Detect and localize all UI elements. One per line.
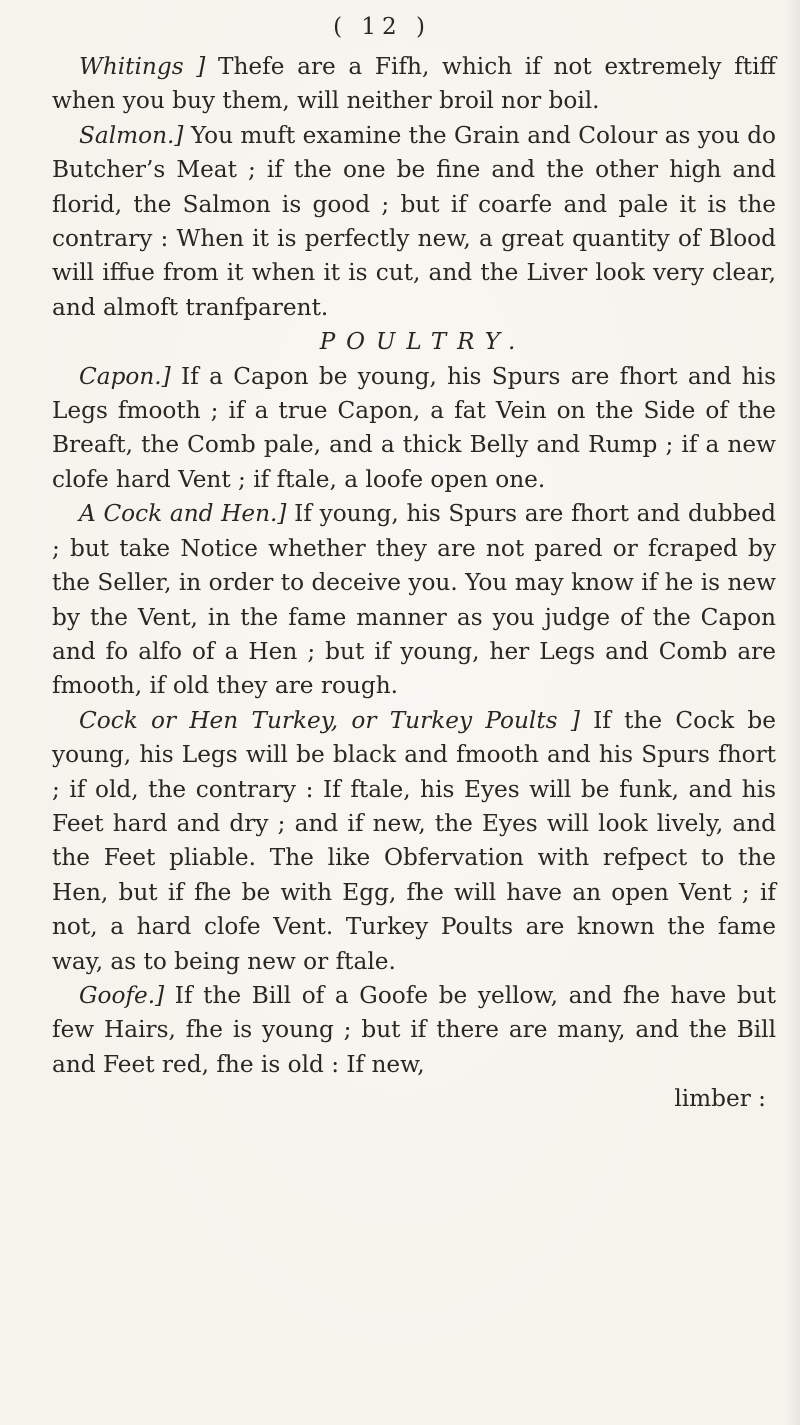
section-heading-poultry: POULTRY. <box>319 329 527 356</box>
paragraph-capon <box>52 360 776 498</box>
catchword: limber : <box>674 1085 766 1113</box>
entry-text-whitings: Thefe are a Fifh, which if not extremely ftiff when you buy them, will neither broil nor boil. <box>52 53 777 115</box>
entry-text-goose: If the Bill of a Goofe be yellow, and fhe have but few Hairs, fhe is young ; but if there are many, and the Bill and Feet red, fhe is old : If new, <box>52 981 776 1078</box>
paragraph-turkey <box>52 704 776 979</box>
page-edge-shadow <box>786 0 800 1425</box>
entry-title-whitings: Whitings ] <box>79 53 206 80</box>
paragraph-whitings <box>52 50 776 119</box>
entry-title-capon: Capon.] <box>79 362 171 390</box>
paragraph-salmon <box>52 119 776 325</box>
entry-text-turkey: If the Cock be young, his Legs will be black and fmooth and his Spurs fhort ; if old, the contrary : If ftale, his Eyes will be funk, and his Feet hard and dry ; and if new, the Eyes will look lively, and the Feet pliable. The like Obfervation with refpect to the Hen, but if fhe be with Egg, fhe will have an open Vent ; if not, a hard clofe Vent. Turkey Poults are known the fame way, as to being new or ftale. <box>52 706 776 975</box>
page-number: ( 12 ) <box>333 14 431 40</box>
entry-title-cock-and-hen: A Cock and Hen.] <box>79 500 287 528</box>
entry-title-goose: Goofe.] <box>79 981 165 1009</box>
entry-text-capon: If a Capon be young, his Spurs are fhort and his Legs fmooth ; if a true Capon, a fat Vein on the Side of the Breaft, the Comb pale, and a thick Belly and Rump ; if a new clofe hard Vent ; if ftale, a loofe open one. <box>52 362 776 493</box>
paragraph-cock-and-hen <box>52 497 776 703</box>
body-text <box>52 50 776 1117</box>
entry-text-salmon: You muft examine the Grain and Colour as you do Butcher’s Meat ; if the one be fine and the other high and florid, the Salmon is good ; but if coarfe and pale it is the contrary : When it is perfectly new, a great quantity of Blood will iffue from it when it is cut, and the Liver look very clear, and almoft tranfparent. <box>52 121 776 321</box>
entry-title-turkey: Cock or Hen Turkey, or Turkey Poults ] <box>79 706 580 734</box>
entry-title-salmon: Salmon.] <box>79 121 184 149</box>
paragraph-goose <box>52 979 776 1082</box>
entry-text-cock-and-hen: If young, his Spurs are fhort and dubbed ; but take Notice whether they are not pared or fcraped by the Seller, in order to deceive you. You may know if he is new by the Vent, in the fame manner as you judge of the Capon and fo alfo of a Hen ; but if young, her Legs and Comb are fmooth, if old they are rough. <box>52 500 776 700</box>
